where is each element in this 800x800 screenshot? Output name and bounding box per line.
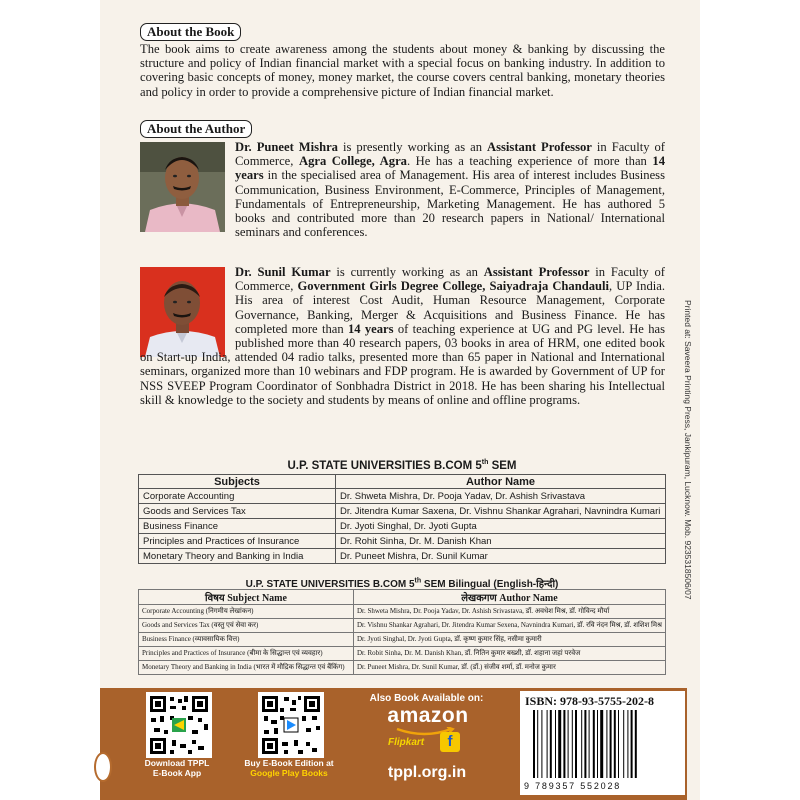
table1-title-text: U.P. STATE UNIVERSITIES B.COM 5 [287,459,482,472]
edge-mark [94,752,112,782]
author-cell: Dr. Rohit Sinha, Dr. M. Danish Khan [336,534,666,549]
table2-title-text: U.P. STATE UNIVERSITIES B.COM 5 [245,579,415,590]
table-header-row [139,590,666,605]
subject-cell: Goods and Services Tax (वस्तु एवं सेवा कर) [139,619,354,633]
qr-app-label [122,758,232,778]
author1-name: Dr. Puneet Mishra [235,140,338,154]
website-url[interactable]: tppl.org.in [387,764,467,781]
table-row [139,605,666,619]
about-author-heading: About the Author [140,120,252,138]
author2-role: Assistant Professor [483,265,590,279]
author2-text: , UP India. His area of interest Cost Audit, Human Resource Management, Corporate Governance, Banking, Merger & Acquisitions and Business Finance. He has completed more than [235,279,665,336]
barcode-icon [531,710,671,780]
author1-text: in the specialised area of Management. His area of interest includes Business Communication, Business Environment, E-Commerce, Principles of Management, Fundamentals of Entrepreneurship, Marketing Management. He has authored 5 books and contributed more than 20 research papers in National/ International seminars and conferences. [235,168,665,240]
subject-cell: Monetary Theory and Banking in India (भारत में मौद्रिक सिद्धान्त एवं बैंकिंग) [139,661,354,675]
author-cell: Dr. Jyoti Singhal, Dr. Jyoti Gupta, डॉ. कृष्ण कुमार सिंह, नसीमा कुमारी [353,633,665,647]
column-header: Subjects [139,475,336,489]
table1-title-sup: th [481,459,489,466]
table2-title-end: SEM Bilingual (English-हिन्दी) [421,579,559,590]
author-cell: Dr. Puneet Mishra, Dr. Sunil Kumar [336,549,666,564]
author1-text: is presently working as an [337,140,488,154]
left-margin [0,0,100,800]
subject-cell: Goods and Services Tax [139,504,336,519]
author1-text: . He has a teaching experience of more than [406,154,653,169]
author1-college: Agra College, Agra [298,154,407,169]
table-row [139,633,666,647]
author2-bio [140,265,665,407]
author1-photo [140,142,225,232]
amazon-logo: amazon [387,704,469,727]
author-cell: Dr. Shweta Mishra, Dr. Pooja Yadav, Dr. Ashish Srivastava, डॉ. अवधेश मिश्र, डॉ. गोविन्द मौर्या [353,605,665,619]
author1-years: 14 years [235,154,665,183]
bilingual-table [138,589,666,675]
column-header: विषय Subject Name [139,590,354,605]
table-row [139,489,666,504]
qr-app-label-line1: Download TPPL [144,758,210,768]
author2-years: 14 years [347,321,394,336]
barcode-digits: 9 789357 552028 [524,781,622,791]
author-cell: Dr. Shweta Mishra, Dr. Pooja Yadav, Dr. Ashish Srivastava [336,489,666,504]
qr-code-app[interactable] [146,692,212,758]
table-row [139,619,666,633]
author1-text: in Faculty of Commerce, [235,140,665,169]
qr-play-label-line2: Google Play Books [250,768,328,778]
table2-title-sup: th [414,577,422,585]
table-row [139,534,666,549]
flipkart-bag-icon: f [440,732,460,752]
author2-text: is currently working as an [330,265,484,279]
table-row [139,519,666,534]
column-header: लेखकगण Author Name [353,590,665,605]
photo-spacer [140,265,235,345]
author2-text: of teaching experience at UG and PG level. He has published more than 40 research papers, 03 books in area of HRM, one edited book on Start-up India, attended 04 radio talks, presented more than 65 paper in National and International seminars, organized more than 10 webinars and FDP program. He is awarded by Government of UP for NSS SVEEP Program Coordinator of Sonbhadra District in 2018. He has been sharing his Intellectual skill & knowledge to the society and students by means of online and offline programs. [140,321,665,407]
table-header-row [139,475,666,489]
author1-role: Assistant Professor [487,140,592,154]
about-book-heading: About the Book [140,23,241,41]
right-margin [700,0,800,800]
table1-title-end: SEM [488,459,517,472]
subject-cell: Principles and Practices of Insurance [139,534,336,549]
author2-text: in Faculty of Commerce, [235,265,665,294]
available-on-text: Also Book Available on: [369,693,484,704]
isbn-text: ISBN: 978-93-5755-202-8 [525,694,654,708]
table1-title [138,459,666,472]
about-book-text: The book aims to create awareness among the students about money & banking by discussing the structure and policy of Indian financial market with a special focus on banking industry. In addition to covering basic concepts of money, money market, the course covers central banking, monetary theories and policy in order to provide a comprehensive picture of Indian financial market. [140,42,665,99]
subject-cell: Corporate Accounting [139,489,336,504]
author-cell: Dr. Robit Sinha, Dr. M. Danish Khan, डॉ. नितिन कुमार बख्शी, डॉ. शहाना जहां परवेज [353,647,665,661]
subject-cell: Corporate Accounting (निगमीय लेखांकन) [139,605,354,619]
subject-cell: Principles and Practices of Insurance (बीमा के सिद्धान्त एवं व्यवहार) [139,647,354,661]
qr-play-label [234,758,344,778]
author2-college: Government Girls Degree College, Saiyadraja Chandauli [297,279,610,294]
subject-cell: Business Finance (व्यावसायिक वित्त) [139,633,354,647]
table-row [139,661,666,675]
author1-bio [235,140,665,239]
table2-title [138,576,666,590]
table-row [139,504,666,519]
table-row [139,549,666,564]
qr-code-play-books[interactable] [258,692,324,758]
qr-play-label-line1: Buy E-Book Edition at [244,758,334,768]
printer-credit: Printed at: Saveera Printing Press, Jankipuram, Lucknow. Mob. 9235318506/07 [683,300,693,600]
qr-app-label-line2: E-Book App [152,768,202,778]
column-header: Author Name [336,475,666,489]
author-cell: Dr. Vishnu Shankar Agrahari, Dr. Jitendra Kumar Sexena, Navnindra Kumari, डॉ. रवि नंदन मिश्र, डॉ. शशिश मिश्र [353,619,665,633]
flipkart-logo: Flipkart [388,737,425,748]
author-cell: Dr. Jitendra Kumar Saxena, Dr. Vishnu Shankar Agrahari, Navnindra Kumari [336,504,666,519]
author2-name: Dr. Sunil Kumar [235,265,331,279]
subject-cell: Business Finance [139,519,336,534]
table-row [139,647,666,661]
subject-cell: Monetary Theory and Banking in India [139,549,336,564]
author-cell: Dr. Puneet Mishra, Dr. Sunil Kumar, डॉ. (डॉ.) संजीव शर्मा, डॉ. मनोज कुमार [353,661,665,675]
syllabus-table [138,474,666,564]
author-cell: Dr. Jyoti Singhal, Dr. Jyoti Gupta [336,519,666,534]
